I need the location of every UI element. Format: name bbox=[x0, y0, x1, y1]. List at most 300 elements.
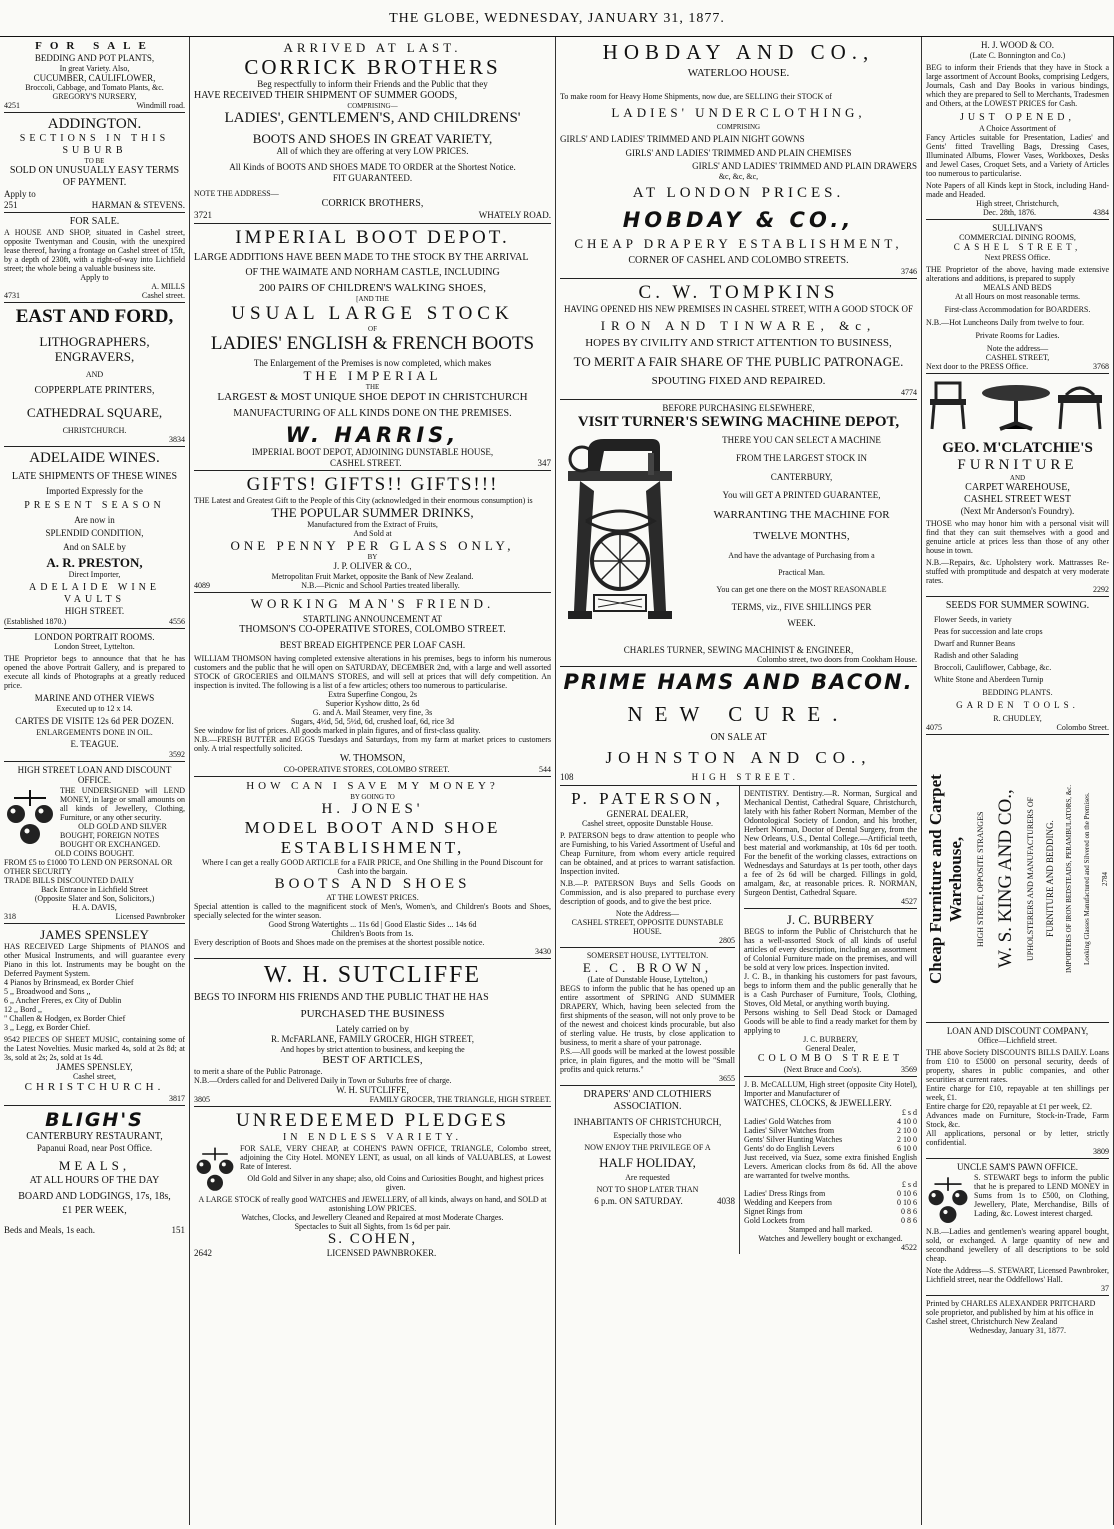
ad-line: MARINE AND OTHER VIEWS bbox=[34, 693, 155, 703]
ad-number: 37 bbox=[1101, 1283, 1109, 1293]
vertical-ad-block bbox=[926, 738, 1109, 1020]
ad-sullivans bbox=[926, 220, 1109, 374]
ad-line: First-class Accommodation for BOARDERS. bbox=[944, 304, 1091, 314]
ad-body: N.B.—P. PATERSON Buys and Sells Goods on Commission, and is also prepared to purchase every description of goods, and to give the best price. bbox=[560, 879, 735, 906]
ad-imperial-boot-depot bbox=[194, 224, 551, 472]
masthead-title: THE GLOBE, WEDNESDAY, JANUARY 31, 1877. bbox=[389, 11, 725, 26]
ad-body: THE UNDERSIGNED will LEND MONEY, in large or small amounts on all kinds of Jewellery, Clothing, Furniture, or any other security. bbox=[60, 785, 185, 822]
ad-body: DENTISTRY. Dentistry.—R. Norman, Surgical and Mechanical Dentist, Cathedral Square, Christchurch, lately with his father Robert Norman, Member of the Odontological Society of London, and his brother, Herbert Norman, Doctor of Dental Surgery, from the New Orleans, U.S., Dental College.—Artificial teeth, best material and workmanship, at 10s 6d per tooth. For the benefit of the working classes, extractions on Wednesdays and Saturdays at 1s per tooth, other days a fee of 2s 6d will be charged. Fillings in gold, amalgam, &c, at reasonable prices. R. NORMAN, Surgeon Dentist, Cathedral Square. bbox=[743, 788, 917, 897]
ad-line: TO BE bbox=[84, 157, 105, 165]
ad-line: COLOMBO STREET bbox=[757, 1052, 904, 1064]
ad-line: N.B.—Picnic and School Parties treated liberally. bbox=[301, 580, 460, 590]
ad-vertical-line: IMPORTERS OF IRON BEDSTEADS, PERAMBULATORS, &c. bbox=[1065, 784, 1074, 973]
ad-address: Cashel street. bbox=[141, 291, 185, 300]
ad-line: JOHNSTON AND CO., bbox=[605, 748, 872, 767]
ad-name: R. CHUDLEY, bbox=[993, 713, 1042, 723]
ad-title: UNREDEEMED PLEDGES bbox=[235, 1110, 510, 1131]
ad-ec-brown bbox=[560, 948, 735, 1086]
ad-line: USUAL LARGE STOCK bbox=[231, 302, 514, 324]
ad-line: Beg respectfully to inform their Friends and the Public that they bbox=[257, 79, 488, 89]
list-item: 6 ,, Ancher Freres, ex City of Dublin bbox=[4, 995, 122, 1005]
ad-number: 251 bbox=[4, 199, 18, 210]
ad-title: LONDON PORTRAIT ROOMS. bbox=[34, 631, 155, 642]
ad-title: SEEDS FOR SUMMER SOWING. bbox=[945, 600, 1090, 611]
ad-title: HOW CAN I SAVE MY MONEY? bbox=[246, 779, 499, 792]
ad-line: Practical Man. bbox=[778, 567, 825, 577]
ad-line: (Next Bruce and Coo's). bbox=[783, 1064, 862, 1074]
ad-vertical-line: Looking Glasses Manufactured and Silvered on the Premises. bbox=[1083, 792, 1092, 965]
ad-sutcliffe bbox=[194, 959, 551, 1108]
ad-title: GEO. M'CLATCHIE'S bbox=[942, 439, 1093, 456]
ad-address: Colombo Street. bbox=[1056, 722, 1109, 732]
column-1 bbox=[0, 37, 190, 1525]
ad-body: Fancy Articles suitable for Presentation, Ladies' and Gents' fitted Travelling Bags, Dressing Cases, Illuminated Albums, Flower Vases, Workboxes, Desks and Jewel Cases, Croquet Sets, and a Variety of Articles too numerous to particularise. bbox=[926, 132, 1109, 178]
list-item: Peas for succession and late crops bbox=[934, 627, 1043, 636]
ad-title: VISIT TURNER'S SEWING MACHINE DEPOT, bbox=[577, 413, 900, 430]
ad-line: BEFORE PURCHASING ELSEWHERE, bbox=[662, 403, 815, 413]
ad-line: AND bbox=[1009, 473, 1026, 482]
ad-line: LADIES' UNDERCLOTHING, bbox=[611, 105, 866, 120]
pawnbroker-balls-icon bbox=[926, 1175, 970, 1227]
ad-line: Watches and Jewellery bought or exchanged. bbox=[758, 1234, 903, 1243]
ad-line: LITHOGRAPHERS, ENGRAVERS, bbox=[39, 334, 150, 364]
ad-line: BY GOING TO bbox=[350, 792, 395, 801]
ad-line: NEW CURE. bbox=[627, 702, 850, 726]
ad-line: SPOUTING FIXED AND REPAIRED. bbox=[651, 375, 826, 387]
ad-number: 3430 bbox=[535, 946, 551, 956]
list-item: Dwarf and Runner Beans bbox=[934, 639, 1016, 648]
ad-title: E. C. BROWN, bbox=[582, 960, 713, 975]
ad-address: WHATELY ROAD. bbox=[478, 210, 551, 220]
ad-line: NOT TO SHOP LATER THAN bbox=[596, 1184, 699, 1194]
ad-line: Cashel street, opposite Dunstable House. bbox=[581, 819, 714, 828]
ad-line: LATE SHIPMENTS OF THESE WINES bbox=[11, 471, 178, 482]
ad-line: Spectacles to Suit all Sights, from 1s 6d per pair. bbox=[294, 1222, 451, 1231]
ad-body: FOR SALE, VERY CHEAP, at COHEN'S PAWN OFFICE, TRIANGLE, Colombo street, adjoining the City Hotel. MONEY LENT, as usual, on all kinds of VALUABLES, at Lowest Rate of Interest. bbox=[240, 1144, 551, 1171]
ad-line: OF bbox=[368, 324, 377, 333]
ad-line: BEDDING AND POT PLANTS, bbox=[34, 53, 155, 63]
ad-body: N.B.—Ladies and gentlemen's wearing apparel bought, sold, or exchanged. A large quantity of new and secondhand jewellery of all descriptions to be sold cheap. bbox=[926, 1226, 1109, 1263]
ad-line: CASHEL STREET WEST bbox=[963, 493, 1072, 505]
bottom-split bbox=[560, 786, 917, 1255]
furniture-icon bbox=[926, 377, 1108, 435]
ad-line: All Kinds of BOOTS AND SHOES MADE TO ORDER at the Shortest Notice. bbox=[229, 162, 516, 172]
ad-name: CHARLES TURNER, SEWING MACHINIST & ENGINEER, bbox=[623, 644, 854, 655]
ad-line: Where I can get a really GOOD ARTICLE for a FAIR PRICE, and One Shilling in the Pound Discount for Cash into the bargain. bbox=[202, 857, 543, 876]
ad-body: N.B.—Repairs, &c. Upholstery work. Mattrasses Re-stuffed with promptitude and despatch at very moderate rates. bbox=[926, 558, 1109, 585]
ad-line: ADELAIDE WINE VAULTS bbox=[29, 582, 160, 605]
ad-body: HAS RECEIVED Large Shipments of PIANOS and other Musical Instruments, and will guarantee every Piano in this lot. Instruments may be bought on the Deferred Payment System. bbox=[4, 941, 185, 978]
ad-dentistry bbox=[744, 786, 917, 909]
ad-line: Children's Boots from 1s. bbox=[331, 928, 414, 938]
price-row: Wedding and Keepers from 0 10 6 bbox=[743, 1198, 917, 1207]
ad-line: IN ENDLESS VARIETY. bbox=[282, 1132, 463, 1143]
ad-number: 318 bbox=[4, 911, 16, 921]
ad-line: CASHEL STREET. bbox=[330, 457, 402, 468]
ad-title: HIGH STREET LOAN AND DISCOUNT OFFICE. bbox=[17, 764, 172, 785]
ad-mccallum bbox=[744, 1077, 917, 1255]
ad-line: High street, Christchurch, bbox=[976, 198, 1059, 208]
ad-line: JUST OPENED, bbox=[959, 111, 1076, 123]
ad-line: LARGE ADDITIONS HAVE BEEN MADE TO THE STOCK BY THE ARRIVAL bbox=[194, 251, 529, 263]
ad-line: CASHEL STREET, bbox=[985, 352, 1050, 362]
ad-line: BOUGHT, FOREIGN NOTES BOUGHT OR EXCHANGED. bbox=[60, 830, 161, 849]
ad-line: NOW ENJOY THE PRIVILEGE OF A bbox=[584, 1142, 711, 1152]
ad-line: FURNITURE bbox=[957, 456, 1078, 473]
ad-number: 4774 bbox=[901, 388, 917, 397]
ad-body: THE Proprietor of the above, having made extensive alterations and additions, is prepared to supply bbox=[926, 264, 1109, 283]
pawnbroker-balls-icon bbox=[4, 788, 56, 848]
ad-line: And hopes by strict attention to business, and keeping the bbox=[280, 1044, 465, 1054]
ad-turner-sewing bbox=[560, 400, 917, 667]
ad-title: WORKING MAN'S FRIEND. bbox=[250, 595, 495, 611]
ad-vertical-line: HIGH STREET, OPPOSITE STRANGES bbox=[975, 810, 985, 947]
ad-line: Note the address— bbox=[986, 343, 1049, 353]
ad-title: UNCLE SAM'S PAWN OFFICE. bbox=[956, 1162, 1079, 1172]
ad-line: A LARGE STOCK of really good WATCHES and JEWELLERY, of all kinds, always on hand, and SOLD at astonishing LOW PRICES. bbox=[198, 1195, 547, 1213]
ad-mclatchie bbox=[926, 374, 1109, 598]
ad-line: OLD COINS BOUGHT. bbox=[54, 848, 135, 858]
ad-line: OF THE WAIMATE AND NORHAM CASTLE, INCLUDING bbox=[245, 266, 500, 278]
ad-title: PRIME HAMS AND BACON. bbox=[563, 670, 914, 694]
ad-line: WEEK. bbox=[787, 618, 816, 628]
ad-number: 2292 bbox=[1093, 585, 1109, 594]
ad-line: In great Variety. Also, bbox=[59, 63, 130, 73]
ad-number: 151 bbox=[171, 1224, 185, 1235]
ad-gregory-nursery bbox=[4, 37, 185, 113]
price-row: Gents' do do English Levers 6 10 0 bbox=[743, 1144, 917, 1153]
ad-line: Next door to the PRESS Office. bbox=[926, 361, 1029, 371]
list-item: Flower Seeds, in variety bbox=[934, 615, 1012, 624]
ad-line: BEGS TO INFORM HIS FRIENDS AND THE PUBLIC THAT HE HAS bbox=[194, 991, 489, 1003]
ad-line: (Established 1870.) bbox=[4, 616, 67, 626]
ad-line: Executed up to 12 x 14. bbox=[56, 703, 133, 713]
ad-title: P. PATERSON, bbox=[571, 788, 724, 808]
ad-line: MODEL BOOT AND SHOE bbox=[244, 817, 501, 837]
ad-number: 4556 bbox=[169, 616, 185, 626]
ad-line: LADIES', GENTLEMEN'S, AND CHILDRENS' bbox=[224, 109, 521, 126]
ad-number: 3721 bbox=[194, 210, 212, 220]
ad-body: THE above Society DISCOUNTS BILLS DAILY. Loans from £10 to £5000 on personal security, deeds of property, shares in public companies, and other securities at current rates. bbox=[926, 1048, 1109, 1084]
ad-line: Entire charge for £20, repayable at £1 per week, £2. bbox=[926, 1102, 1093, 1111]
list-item: G. and A. Mail Steamer, very fine, 3s bbox=[312, 707, 433, 717]
ad-body: J. C. B., in thanking his customers for past favours, begs to inform them and the public generally that he is a Cash Purchaser of Furniture, Tools, Clothing, Stoves, Old Metal, or anything worth buying. bbox=[743, 971, 917, 1008]
ad-line: INHABITANTS OF CHRISTCHURCH, bbox=[573, 1117, 722, 1127]
ad-gifts bbox=[194, 471, 551, 593]
ad-body: J. B. McCALLUM, High street (opposite City Hotel), Importer and Manufacturer of bbox=[743, 1079, 917, 1098]
ad-line: Are now in bbox=[74, 514, 115, 525]
ad-line: You can get one there on the MOST REASONABLE bbox=[716, 584, 887, 594]
ad-line: Old Gold and Silver in any shape; also, old Coins and Curiosities Bought, and highest prices given. bbox=[247, 1174, 544, 1192]
ad-line: Papanui Road, near Post Office. bbox=[36, 1143, 153, 1153]
ad-line: IRON AND TINWARE, &c, bbox=[600, 318, 877, 333]
ad-title: GIFTS! GIFTS!! GIFTS!!! bbox=[246, 474, 499, 495]
ad-line: J. P. OLIVER & CO., bbox=[333, 561, 412, 571]
list-item: Sugars, 4½d, 5d, 5½d, 6d, crushed loaf, 6d, rice 3d bbox=[290, 716, 455, 726]
ad-line: Private Rooms for Ladies. bbox=[975, 330, 1060, 340]
ad-addington bbox=[4, 113, 185, 213]
sewing-machine-icon bbox=[560, 431, 680, 641]
ad-line: Beds and Meals, 1s each. bbox=[4, 1224, 95, 1235]
ad-ws-king bbox=[926, 735, 1109, 1023]
sub-column-left bbox=[560, 786, 740, 1255]
list-item: Broccoli, Cauliflower, Cabbage, &c. bbox=[934, 663, 1052, 672]
ad-line: GIRLS' AND LADIES' TRIMMED AND PLAIN NIGHT GOWNS bbox=[560, 134, 805, 144]
ad-line: GIRLS' AND LADIES' TRIMMED AND PLAIN DRAWERS bbox=[692, 161, 917, 171]
ad-line: HALF HOLIDAY, bbox=[599, 1154, 696, 1170]
ad-line: HOPES BY CIVILITY AND STRICT ATTENTION TO BUSINESS, bbox=[585, 337, 892, 349]
ad-house-shop bbox=[4, 213, 185, 303]
ad-james-spensley bbox=[4, 924, 185, 1107]
ad-line: Entire charge for £10, repayable at ten shillings per week, £1. bbox=[926, 1084, 1109, 1102]
ad-line: CANTERBURY RESTAURANT, bbox=[26, 1131, 163, 1142]
ad-line: THE POPULAR SUMMER DRINKS, bbox=[271, 505, 474, 520]
ad-line: COMMERCIAL DINING ROOMS, bbox=[959, 233, 1076, 242]
column-4 bbox=[922, 37, 1114, 1525]
ad-name: A. R. PRESTON, bbox=[46, 555, 143, 570]
ad-line: The Enlargement of the Premises is now completed, which makes bbox=[253, 357, 492, 368]
ad-number: 544 bbox=[539, 764, 551, 774]
ad-line: (Late of Dunstable House, Lyttelton,) bbox=[587, 975, 708, 984]
ad-line: Broccoli, Cabbage, and Tomato Plants, &c. bbox=[25, 83, 164, 92]
ad-line: And on SALE by bbox=[63, 541, 126, 552]
ad-line: COMPRISING bbox=[716, 123, 761, 131]
ad-number: 4075 bbox=[926, 722, 942, 732]
ad-number: 4038 bbox=[716, 1195, 735, 1206]
pawnbroker-balls-icon bbox=[194, 1146, 236, 1194]
ad-line: THOMSON'S CO-OPERATIVE STORES, COLOMBO STREET. bbox=[239, 624, 506, 635]
ad-cohen-pledges bbox=[194, 1107, 551, 1261]
list-item: Superior Kyshow ditto, 2s 6d bbox=[325, 698, 420, 708]
ad-line: to merit a share of the Public Patronage. bbox=[194, 1066, 323, 1076]
ad-line: SECTIONS IN THIS SUBURB bbox=[19, 133, 170, 156]
ad-title: SULLIVAN'S bbox=[992, 222, 1043, 233]
ad-line: £1 PER WEEK, bbox=[62, 1204, 127, 1216]
ad-body: S. STEWART begs to inform the public that he is prepared to LEND MONEY in Sums from 1s to £500, on Clothing, Jewellery, Plate, Merchandise, Bills of Lading, &c. Lowest interest charged. bbox=[974, 1172, 1109, 1218]
ad-body: Persons wishing to Sell Dead Stock or Damaged Goods will be able to find a ready market for them by applying to bbox=[743, 1007, 917, 1035]
ad-number: 3809 bbox=[1093, 1147, 1109, 1156]
ad-line: AND bbox=[85, 370, 104, 379]
ad-body: WILLIAM THOMSON having completed extensive alterations in his premises, begs to inform his numerous customers and the public that he will open on SATURDAY, DECEMBER 2nd, with a large and well assorted STOCK of GROCERIES and OILMAN'S STORES, and will sell at prices that will defy competition. An inspection is invited. The following is a list of a few articles; others too numerous to particularise. bbox=[194, 653, 551, 690]
ad-body: BEG to inform their Friends that they have in Stock a large assortment of Account Books, comprising Ledgers, Journals, Cash and Day Books in various bindings, which they are prepared to Sell to Merchants, Tradesmen and Others, at the LOWEST PRICES for Cash. bbox=[926, 62, 1109, 108]
ad-name: W. H. SUTCLIFFE, bbox=[336, 1084, 409, 1095]
ad-line: ON SALE AT bbox=[710, 732, 767, 743]
ad-name: H. JONES' bbox=[321, 800, 424, 817]
ad-number: 4251 bbox=[4, 101, 20, 110]
ad-address: Windmill road. bbox=[136, 101, 185, 110]
ad-body: BEGS to inform the Public of Christchurch that he has a well-assorted Stock of all kinds of useful articles of every description, including an assortment of Colonial Furniture made on the premises, and will be sold at very low prices. Inspection invited. bbox=[743, 926, 917, 972]
column-3 bbox=[556, 37, 922, 1525]
ad-body: Just received, via Suez, some extra finished English Levers. American clocks from 8s 6d. All the above are warranted for twelve months. bbox=[743, 1153, 917, 1180]
price-row: Signet Rings from 0 8 6 bbox=[743, 1207, 917, 1216]
ad-currency: £ s d bbox=[901, 1108, 917, 1117]
ad-name: H. A. DAVIS, bbox=[72, 902, 117, 912]
ad-line: THERE YOU CAN SELECT A MACHINE bbox=[722, 434, 881, 445]
ad-line: At all Hours on most reasonable terms. bbox=[954, 291, 1081, 301]
ad-line: AT ALL HOURS OF THE DAY bbox=[29, 1174, 160, 1186]
ad-line: Colombo street, two doors from Cookham House. bbox=[757, 655, 917, 664]
ad-line: HIGH STREET. bbox=[64, 606, 125, 616]
list-item: 5 ,, Broadwood and Sons ,, bbox=[4, 986, 91, 996]
ad-line: TRADE BILLS DISCOUNTED DAILY bbox=[4, 875, 135, 885]
list-item: Radish and other Salading bbox=[934, 651, 1019, 660]
ad-line: HAVING OPENED HIS NEW PREMISES IN CASHEL STREET, WITH A GOOD STOCK OF bbox=[563, 303, 914, 314]
ad-line: Next PRESS Office. bbox=[984, 252, 1051, 262]
ad-role: LICENSED PAWNBROKER. bbox=[326, 1248, 437, 1258]
ad-line: N.B.—Orders called for and Delivered Daily in Town or Suburbs free of charge. bbox=[194, 1075, 452, 1085]
ad-line: ONE PENNY PER GLASS ONLY, bbox=[230, 538, 515, 553]
ad-line: ENLARGEMENTS DONE IN OIL. bbox=[36, 728, 153, 737]
column-2 bbox=[190, 37, 556, 1525]
ad-line: MEALS, bbox=[58, 1157, 131, 1173]
ad-line: TO MERIT A FAIR SHARE OF THE PUBLIC PATRONAGE. bbox=[573, 354, 904, 369]
ad-line: General Dealer, bbox=[805, 1043, 856, 1053]
ad-title: ADDINGTON. bbox=[47, 116, 142, 132]
ad-number: 3805 bbox=[194, 1095, 210, 1104]
ad-line: TWELVE MONTHS, bbox=[753, 529, 850, 542]
ad-number: 3817 bbox=[169, 1094, 185, 1103]
ad-line: GIRLS' AND LADIES' TRIMMED AND PLAIN CHEMISES bbox=[625, 147, 852, 158]
ad-title: BLIGH'S bbox=[45, 1109, 144, 1131]
ad-line: BY bbox=[367, 553, 378, 561]
ad-number: 3569 bbox=[900, 1064, 917, 1074]
ad-chudley-seeds bbox=[926, 597, 1109, 735]
ad-title: LOAN AND DISCOUNT COMPANY, bbox=[946, 1025, 1089, 1036]
ad-line: HIGH STREET. bbox=[691, 772, 799, 782]
ad-drapers-association bbox=[560, 1086, 735, 1208]
ad-number: 4731 bbox=[4, 291, 20, 300]
ad-line: CHRISTCHURCH. bbox=[62, 426, 127, 435]
ad-number: 108 bbox=[560, 772, 574, 782]
ad-line: Are requested bbox=[625, 1172, 670, 1182]
ad-line: &c, &c, &c, bbox=[718, 171, 759, 181]
ad-number: 4522 bbox=[901, 1243, 917, 1252]
ad-name: S. COHEN, bbox=[327, 1231, 418, 1247]
ad-line: AT LONDON PRICES. bbox=[632, 184, 845, 201]
ad-title: H. J. WOOD & CO. bbox=[980, 40, 1055, 50]
ad-line: MANUFACTURING OF ALL KINDS DONE ON THE PREMISES. bbox=[233, 408, 512, 419]
ad-line: NOTE THE ADDRESS— bbox=[194, 189, 279, 198]
ad-body: THE Latest and Greatest Gift to the People of this City (acknowledged in their enormous consumption) is bbox=[194, 496, 533, 505]
ad-line: FROM THE LARGEST STOCK IN bbox=[735, 453, 868, 463]
ad-line: FROM £5 to £1000 TO LEND ON PERSONAL OR OTHER SECURITY bbox=[4, 857, 173, 876]
ad-line: THE IMPERIAL bbox=[303, 368, 442, 383]
ad-line: CASHEL STREET, bbox=[953, 242, 1082, 252]
ad-body: P. PATERSON begs to draw attention to people who are Furnishing, to his Varied Assortment of Useful and Cheap Furniture, from whom every article required can be obtained, and at prices to warrant satisfaction. Inspection invited. bbox=[560, 831, 735, 876]
ad-title: ADELAIDE WINES. bbox=[29, 450, 160, 466]
ad-line: BOOTS AND SHOES bbox=[274, 875, 471, 892]
ad-number: 3834 bbox=[169, 435, 185, 444]
price-row: Ladies' Dress Rings from 0 10 6 bbox=[743, 1189, 917, 1198]
ad-line: CHEAP DRAPERY ESTABLISHMENT, bbox=[574, 235, 903, 251]
ad-adelaide-wines bbox=[4, 447, 185, 629]
ad-paterson bbox=[560, 786, 735, 949]
ad-line: THE bbox=[365, 383, 380, 391]
price-row: Gold Lockets from 0 8 6 bbox=[743, 1216, 917, 1225]
price-row: Ladies' Silver Watches from 2 10 0 bbox=[743, 1126, 917, 1135]
ad-line: Apply to bbox=[80, 273, 109, 282]
masthead bbox=[0, 0, 1114, 37]
ad-line: Note the Address— bbox=[615, 909, 680, 918]
ad-heading: FOR SALE. bbox=[69, 216, 120, 227]
ad-body: A HOUSE AND SHOP, situated in Cashel street, opposite Twentyman and Cousin, with the unexpired lease thereof, having a frontage on Cashel street of 15ft, by a depth of 230ft, with a right-of-way into Lichfield street; the whole being a valuable business site. bbox=[4, 228, 185, 273]
ad-loan-company bbox=[926, 1023, 1109, 1160]
ad-line: COPPERPLATE PRINTERS, bbox=[34, 385, 155, 396]
ad-vertical-line: UPHOLSTERERS AND MANUFACTURERS OF bbox=[1026, 796, 1036, 961]
ad-loan-office bbox=[4, 762, 185, 924]
ad-line: PURCHASED THE BUSINESS bbox=[300, 1007, 445, 1020]
ad-name: HOBDAY & CO., bbox=[622, 207, 855, 232]
ad-title: CORRICK BROTHERS bbox=[244, 55, 501, 79]
ad-blighs bbox=[4, 1106, 185, 1237]
ad-line: A Choice Assortment of bbox=[978, 123, 1057, 133]
ad-line: CARPET WAREHOUSE, bbox=[965, 481, 1070, 493]
ad-name: J. C. BURBERY, bbox=[803, 1034, 858, 1044]
ad-line: Direct Importer, bbox=[68, 570, 121, 579]
ad-body: Note Papers of all Kinds kept in Stock, including Hand-made and Headed. bbox=[926, 180, 1109, 199]
ad-body: THOSE who may honor him with a personal visit will find that they can suit themselves with a good and genuine article at prices less than those of any other house in town. bbox=[926, 519, 1109, 555]
ad-title: J. C. BURBERY bbox=[786, 911, 875, 927]
ad-title: C. W. TOMPKINS bbox=[638, 281, 839, 303]
ad-number: 4527 bbox=[901, 896, 917, 906]
ad-line: MEALS AND BEDS bbox=[983, 282, 1052, 292]
imprint-date: Wednesday, January 31, 1877. bbox=[968, 1325, 1067, 1335]
ad-line: Back Entrance in Lichfield Street bbox=[40, 884, 149, 894]
ad-line: BEST OF ARTICLES, bbox=[322, 1053, 423, 1066]
ad-number: 2805 bbox=[718, 936, 735, 945]
ad-line: Apply to bbox=[4, 189, 36, 199]
ad-line: R. McFARLANE, FAMILY GROCER, HIGH STREET, bbox=[270, 1034, 474, 1044]
ad-title: W. H. SUTCLIFFE bbox=[263, 961, 482, 988]
ad-body: Special attention is called to the magnificent stock of Men's, Women's, and Children's Boots and Shoes, specially selected for the winter season. bbox=[194, 901, 551, 920]
ad-line: Metropolitan Fruit Market, opposite the Bank of New Zealand. bbox=[271, 571, 474, 581]
list-item: White Stone and Aberdeen Turnip bbox=[934, 675, 1044, 684]
ad-line: Lately carried on by bbox=[336, 1023, 409, 1034]
ad-title: EAST AND FORD, bbox=[15, 306, 174, 327]
list-item: 3 ,, Legg, ex Border Chief. bbox=[4, 1022, 90, 1032]
ad-subtitle: (Late C. Bonnington and Co.) bbox=[969, 50, 1066, 60]
ad-subtitle: Cashel street, bbox=[72, 1072, 117, 1081]
ad-number: 4089 bbox=[194, 580, 210, 590]
ad-title: JAMES SPENSLEY bbox=[40, 926, 149, 942]
ad-line: All of which they are offering at very LOW PRICES. bbox=[276, 145, 469, 156]
ad-name: A. MILLS bbox=[151, 282, 185, 291]
ad-line: GARDEN TOOLS. bbox=[956, 700, 1079, 710]
ad-line: BOARD AND LODGINGS, 17s, 18s, bbox=[18, 1190, 171, 1202]
ad-address: FAMILY GROCER, THE TRIANGLE, HIGH STREET. bbox=[369, 1095, 551, 1104]
ad-line: GREGORY'S NURSERY, bbox=[52, 92, 137, 101]
ad-line: See window for list of prices. All goods marked in plain figures, and of first-class quality. bbox=[194, 725, 481, 735]
ad-name: CORRICK BROTHERS, bbox=[321, 198, 424, 209]
ad-corrick-brothers bbox=[194, 37, 551, 224]
ad-line: Advances made on Furniture, Stock-in-Trade, Farm Stock, &c. bbox=[926, 1111, 1109, 1129]
ad-portrait-rooms bbox=[4, 629, 185, 762]
ad-line: Office—Lichfield street. bbox=[978, 1036, 1057, 1045]
ad-body: THE Proprietor begs to announce that that he has opened the above Portrait Gallery, and is prepared to execute all kinds of Photographs at a greatly reduced price. bbox=[4, 654, 185, 690]
ad-line: LADIES' ENGLISH & FRENCH BOOTS bbox=[210, 332, 535, 354]
ad-currency: £ s d bbox=[901, 1180, 917, 1189]
ad-line: CORNER OF CASHEL AND COLOMBO STREETS. bbox=[628, 254, 849, 266]
ad-subtitle: London Street, Lyttelton. bbox=[54, 642, 135, 651]
imprint-text: Printed by CHARLES ALEXANDER PRITCHARD sole proprietor, and published by him at his office in Cashel street, Christchurch New Zealand bbox=[926, 1298, 1096, 1326]
ad-line: N.B.—FRESH BUTTER and EGGS Tuesdays and Saturdays, from my farm at market prices to customers only. A trial respectfully solicited. bbox=[194, 734, 551, 753]
ad-line: (Opposite Slater and Son, Solicitors,) bbox=[34, 893, 155, 903]
ad-line: You will GET A PRINTED GUARANTEE, bbox=[722, 490, 881, 500]
ad-title: IMPERIAL BOOT DEPOT. bbox=[235, 226, 510, 248]
ad-number: 3768 bbox=[1093, 361, 1109, 371]
ad-line: CANTERBURY, bbox=[770, 471, 833, 482]
ad-line: CHRISTCHURCH. bbox=[24, 1081, 165, 1093]
